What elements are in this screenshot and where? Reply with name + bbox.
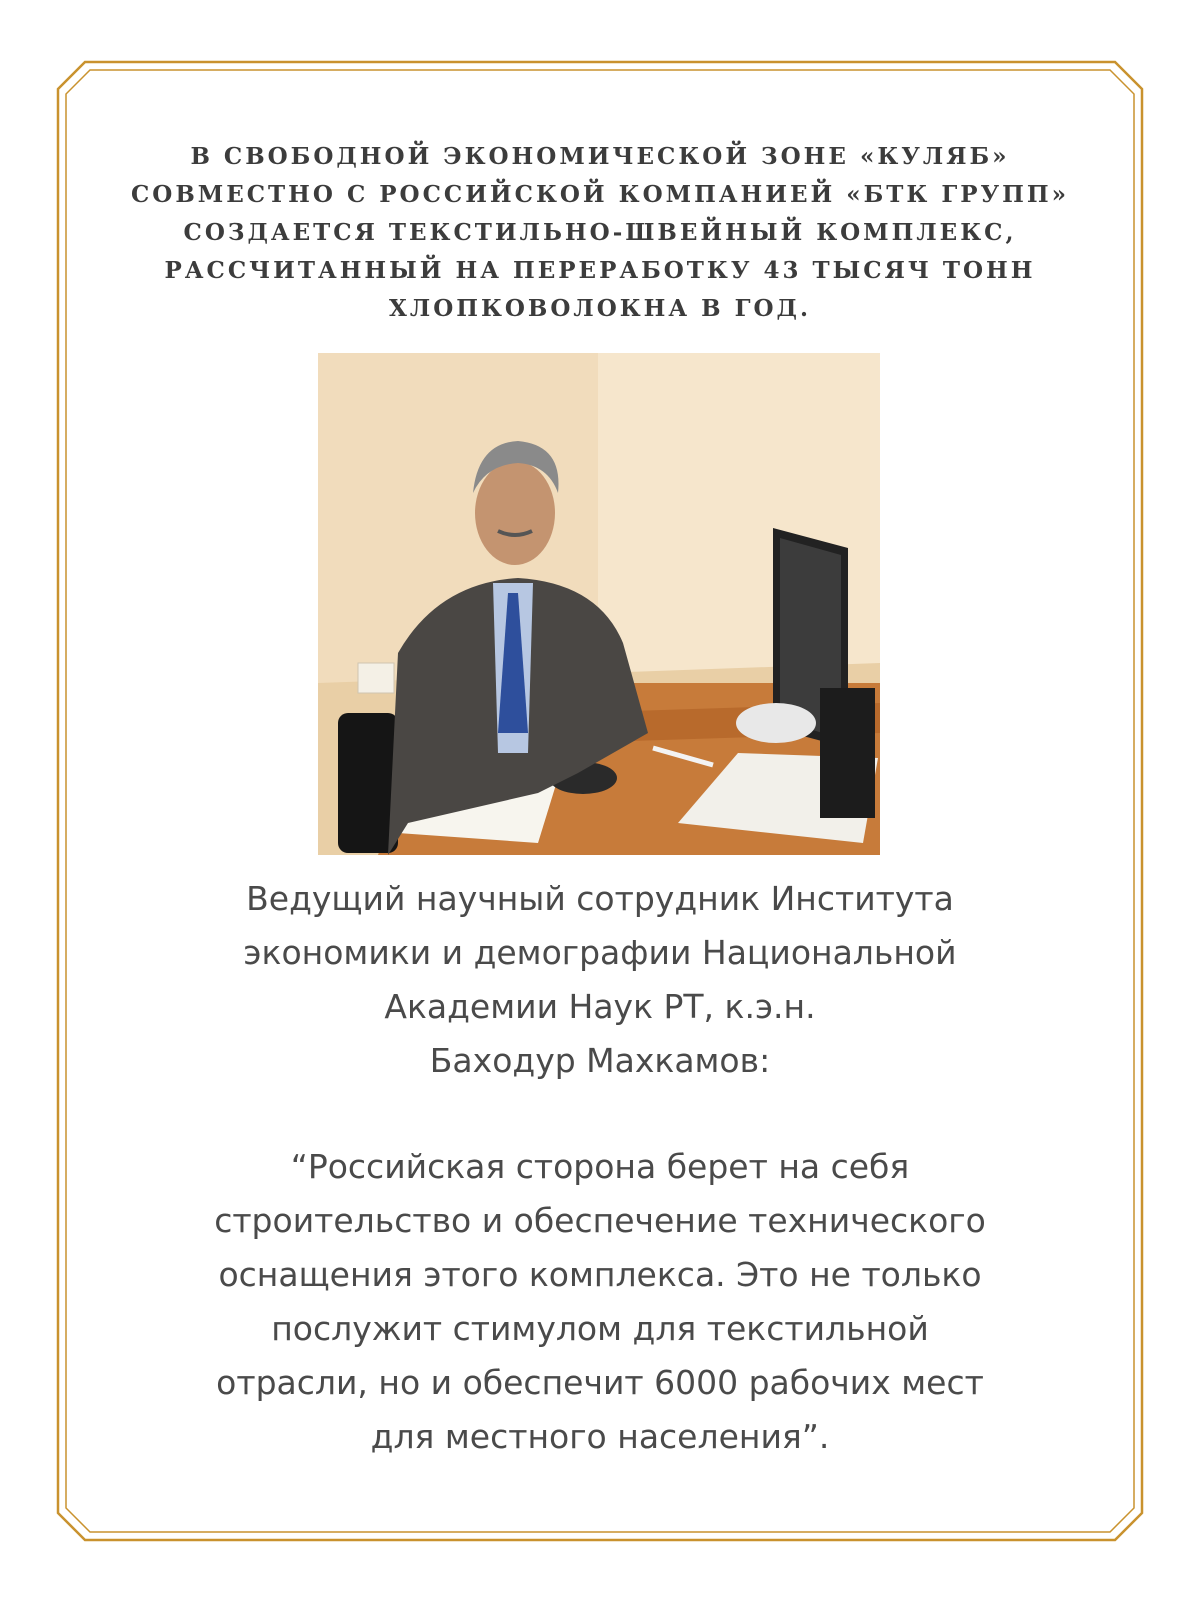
headline-line: СОВМЕСТНО С РОССИЙСКОЙ КОМПАНИЕЙ «БТК ГРУПП» bbox=[130, 181, 1069, 208]
headline bbox=[100, 138, 1100, 328]
quote-line: отрасли, но и обеспечит 6000 рабочих мест bbox=[216, 1363, 984, 1402]
quote bbox=[110, 1140, 1090, 1464]
caption-line: Академии Наук РТ, к.э.н. bbox=[384, 987, 816, 1026]
caption-line: Баходур Махкамов: bbox=[429, 1041, 771, 1080]
quote-line: “Российская сторона берет на себя bbox=[290, 1147, 910, 1186]
portrait-photo bbox=[318, 353, 880, 855]
headline-line: В СВОБОДНОЙ ЭКОНОМИЧЕСКОЙ ЗОНЕ «КУЛЯБ» bbox=[190, 143, 1010, 170]
portrait-illustration bbox=[318, 353, 880, 855]
caption bbox=[130, 872, 1070, 1088]
quote-line: послужит стимулом для текстильной bbox=[271, 1309, 929, 1348]
headline-line: ХЛОПКОВОЛОКНА В ГОД. bbox=[389, 295, 811, 322]
quote-line: оснащения этого комплекса. Это не только bbox=[218, 1255, 982, 1294]
quote-line: строительство и обеспечение технического bbox=[214, 1201, 986, 1240]
headline-line: РАССЧИТАННЫЙ НА ПЕРЕРАБОТКУ 43 ТЫСЯЧ ТОНН bbox=[164, 257, 1036, 284]
caption-line: экономики и демографии Национальной bbox=[243, 933, 957, 972]
caption-line: Ведущий научный сотрудник Института bbox=[246, 879, 954, 918]
headline-line: СОЗДАЕТСЯ ТЕКСТИЛЬНО-ШВЕЙНЫЙ КОМПЛЕКС, bbox=[183, 219, 1017, 246]
quote-line: для местного населения”. bbox=[370, 1417, 830, 1456]
